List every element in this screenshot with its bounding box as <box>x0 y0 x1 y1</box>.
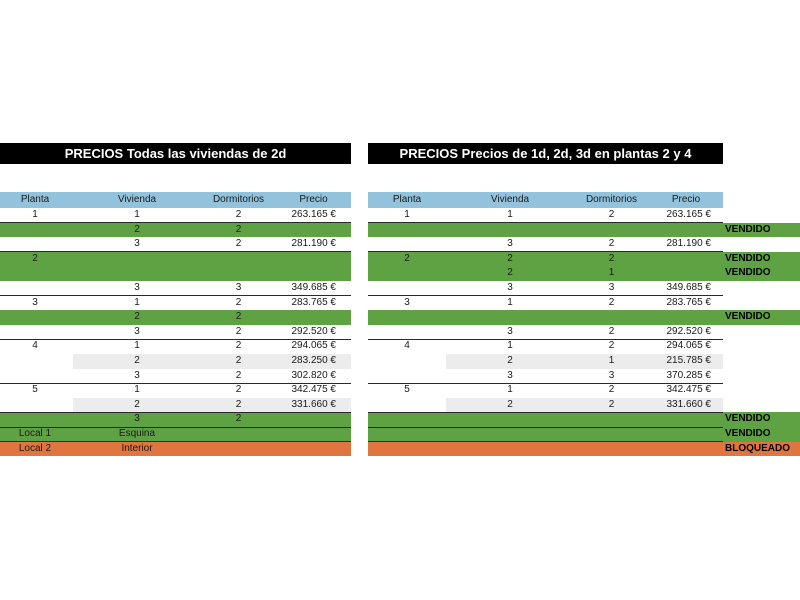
left-cell-dormitorios: 2 <box>235 325 242 337</box>
right-cell-dormitorios: 2 <box>608 340 615 352</box>
left-cell-planta: Local 2 <box>18 442 52 454</box>
status-badge: VENDIDO <box>725 428 771 439</box>
band-gap <box>351 427 368 442</box>
right-cell-planta: 1 <box>404 209 410 220</box>
right-cell-vivienda: 1 <box>507 296 513 308</box>
left-table-header <box>0 192 351 208</box>
right-cell-precio <box>649 252 711 267</box>
left-cell-dormitorios: 2 <box>235 398 242 410</box>
left-cell-planta <box>0 354 70 369</box>
right-cell-planta <box>368 412 446 427</box>
right-cell-planta <box>368 281 446 296</box>
header-precio: Precio <box>671 194 701 205</box>
left-cell-planta <box>0 412 70 427</box>
right-table-header <box>368 192 723 208</box>
left-cell-dormitorios: 2 <box>235 369 242 381</box>
row-divider <box>368 412 723 413</box>
right-cell-dormitorios <box>574 412 649 427</box>
left-cell-planta <box>0 237 70 252</box>
right-cell-precio <box>649 310 711 325</box>
left-cell-vivienda: 3 <box>134 413 140 425</box>
row-divider <box>0 441 351 442</box>
left-cell-precio <box>276 266 336 281</box>
left-cell-dormitorios: 2 <box>235 311 242 323</box>
left-cell-planta: Local 1 <box>18 428 52 439</box>
left-cell-dormitorios <box>201 252 276 267</box>
left-cell-vivienda: 1 <box>134 209 140 220</box>
right-cell-dormitorios: 1 <box>608 355 615 366</box>
left-cell-vivienda <box>73 252 201 267</box>
left-cell-vivienda: 1 <box>134 340 140 352</box>
right-cell-planta: 3 <box>404 296 410 308</box>
left-cell-vivienda: 3 <box>134 238 140 250</box>
left-cell-precio <box>276 252 336 267</box>
right-cell-planta <box>368 237 446 252</box>
left-cell-planta <box>0 223 70 238</box>
right-cell-precio <box>649 223 711 238</box>
left-cell-planta <box>0 325 70 340</box>
left-cell-precio: 294.065 € <box>291 340 336 352</box>
left-cell-precio: 283.250 € <box>291 355 336 366</box>
header-vivienda: Vivienda <box>117 194 157 205</box>
status-badge: VENDIDO <box>725 223 771 235</box>
left-cell-dormitorios: 2 <box>235 296 242 308</box>
right-cell-vivienda: 3 <box>507 369 513 381</box>
right-cell-precio <box>649 266 711 281</box>
right-cell-planta <box>368 427 446 442</box>
header-vivienda: Vivienda <box>490 194 530 205</box>
right-cell-dormitorios: 2 <box>608 252 615 264</box>
left-cell-precio <box>276 310 336 325</box>
right-cell-planta: 2 <box>404 252 410 264</box>
right-cell-planta <box>368 325 446 340</box>
right-cell-dormitorios: 3 <box>608 282 615 293</box>
left-cell-precio <box>276 427 336 442</box>
right-cell-dormitorios <box>574 427 649 442</box>
right-cell-precio <box>649 442 711 457</box>
left-cell-vivienda: 3 <box>134 369 140 381</box>
band-gap <box>351 442 368 457</box>
row-divider <box>368 441 723 442</box>
row-divider <box>368 295 723 296</box>
header-planta: Planta <box>20 194 50 205</box>
left-cell-precio: 281.190 € <box>291 238 336 250</box>
left-cell-planta <box>0 310 70 325</box>
right-cell-vivienda: 2 <box>507 252 513 264</box>
left-cell-vivienda <box>73 266 201 281</box>
left-cell-planta: 5 <box>32 384 38 396</box>
right-cell-planta <box>368 310 446 325</box>
left-cell-planta <box>0 281 70 296</box>
header-planta: Planta <box>392 194 422 205</box>
left-cell-vivienda: 1 <box>134 384 140 396</box>
right-cell-precio <box>649 427 711 442</box>
right-cell-vivienda: 3 <box>507 325 513 337</box>
row-divider <box>0 251 351 252</box>
right-cell-vivienda: 2 <box>507 267 513 279</box>
left-cell-precio: 302.820 € <box>291 369 336 381</box>
row-divider <box>368 251 723 252</box>
left-cell-vivienda: 1 <box>134 296 140 308</box>
right-cell-vivienda: 1 <box>507 384 513 396</box>
row-divider <box>368 339 723 340</box>
right-cell-dormitorios <box>574 223 649 238</box>
right-cell-vivienda: 1 <box>507 340 513 352</box>
right-cell-precio: 342.475 € <box>666 384 711 396</box>
left-cell-precio: 349.685 € <box>291 282 336 293</box>
left-cell-dormitorios: 2 <box>235 384 242 396</box>
left-cell-dormitorios <box>201 427 276 442</box>
right-cell-vivienda <box>446 223 574 238</box>
right-cell-planta <box>368 223 446 238</box>
left-cell-precio: 342.475 € <box>291 384 336 396</box>
left-cell-precio <box>276 442 336 457</box>
right-cell-precio: 215.785 € <box>666 355 711 366</box>
right-cell-planta <box>368 442 446 457</box>
left-cell-planta <box>0 266 70 281</box>
left-cell-precio: 263.165 € <box>291 209 336 220</box>
right-cell-precio <box>649 412 711 427</box>
right-cell-precio: 283.765 € <box>666 296 711 308</box>
band-gap <box>351 412 368 427</box>
right-cell-precio: 281.190 € <box>666 238 711 250</box>
right-cell-vivienda <box>446 442 574 457</box>
right-cell-precio: 292.520 € <box>666 325 711 337</box>
left-cell-precio: 283.765 € <box>291 296 336 308</box>
right-cell-vivienda: 3 <box>507 238 513 250</box>
row-divider <box>0 295 351 296</box>
left-cell-planta <box>0 369 70 384</box>
row-divider <box>0 412 351 413</box>
right-cell-dormitorios: 2 <box>608 209 615 220</box>
left-cell-precio <box>276 412 336 427</box>
band-gap <box>351 223 368 238</box>
row-divider <box>0 383 351 384</box>
left-cell-dormitorios: 2 <box>235 209 242 220</box>
header-precio: Precio <box>299 194 328 205</box>
left-cell-vivienda: 3 <box>134 282 140 293</box>
right-cell-vivienda: 3 <box>507 282 513 293</box>
right-cell-vivienda <box>446 310 574 325</box>
right-table-title: PRECIOS Precios de 1d, 2d, 3d en plantas 2 y 4 <box>368 143 723 164</box>
left-cell-vivienda: 2 <box>134 223 140 235</box>
status-badge: BLOQUEADO <box>725 442 790 454</box>
left-cell-precio: 331.660 € <box>291 398 336 410</box>
row-divider <box>368 383 723 384</box>
right-cell-precio: 331.660 € <box>666 398 711 410</box>
right-cell-vivienda: 2 <box>507 355 513 366</box>
left-cell-dormitorios: 3 <box>235 282 242 293</box>
row-divider <box>0 339 351 340</box>
right-cell-dormitorios: 2 <box>608 296 615 308</box>
right-cell-precio: 370.285 € <box>666 369 711 381</box>
status-badge: VENDIDO <box>725 267 771 279</box>
row-divider <box>0 427 351 428</box>
left-cell-planta <box>0 398 70 413</box>
right-cell-planta <box>368 369 446 384</box>
left-cell-vivienda: Interior <box>121 442 153 454</box>
row-divider <box>368 222 723 223</box>
right-cell-dormitorios: 2 <box>608 325 615 337</box>
left-cell-planta: 1 <box>32 209 38 220</box>
left-table-title: PRECIOS Todas las viviendas de 2d <box>0 143 351 164</box>
left-cell-precio <box>276 223 336 238</box>
row-divider <box>0 222 351 223</box>
left-cell-vivienda: 2 <box>134 311 140 323</box>
left-cell-dormitorios: 2 <box>235 340 242 352</box>
right-cell-planta <box>368 266 446 281</box>
status-badge: VENDIDO <box>725 311 771 323</box>
right-cell-vivienda <box>446 427 574 442</box>
left-cell-vivienda: 3 <box>134 325 140 337</box>
left-cell-dormitorios: 2 <box>235 223 242 235</box>
band-gap <box>351 310 368 325</box>
right-cell-dormitorios: 2 <box>608 384 615 396</box>
left-cell-vivienda: Esquina <box>118 428 156 439</box>
right-cell-planta: 5 <box>404 384 410 396</box>
left-cell-dormitorios <box>201 442 276 457</box>
right-cell-precio: 349.685 € <box>666 282 711 293</box>
right-cell-dormitorios: 3 <box>608 369 615 381</box>
right-cell-planta <box>368 398 446 413</box>
left-cell-dormitorios: 2 <box>235 355 242 366</box>
row-divider <box>368 427 723 428</box>
status-badge: VENDIDO <box>725 252 771 264</box>
left-cell-planta: 3 <box>32 296 38 308</box>
left-cell-vivienda: 2 <box>134 355 140 366</box>
left-cell-dormitorios: 2 <box>235 413 242 425</box>
status-badge: VENDIDO <box>725 413 771 425</box>
right-cell-dormitorios <box>574 310 649 325</box>
band-gap <box>351 252 368 267</box>
header-dormitorios: Dormitorios <box>212 194 265 205</box>
right-cell-dormitorios: 1 <box>608 267 615 279</box>
header-dormitorios: Dormitorios <box>585 194 638 205</box>
band-gap <box>351 266 368 281</box>
right-cell-precio: 294.065 € <box>666 340 711 352</box>
left-cell-dormitorios <box>201 266 276 281</box>
right-cell-vivienda: 1 <box>507 209 513 220</box>
left-cell-precio: 292.520 € <box>291 325 336 337</box>
left-cell-planta: 4 <box>32 340 38 352</box>
right-cell-precio: 263.165 € <box>666 209 711 220</box>
left-cell-dormitorios: 2 <box>235 238 242 250</box>
right-cell-vivienda: 2 <box>507 398 513 410</box>
left-cell-vivienda: 2 <box>134 398 140 410</box>
right-cell-planta <box>368 354 446 369</box>
right-cell-dormitorios: 2 <box>608 398 615 410</box>
right-cell-vivienda <box>446 412 574 427</box>
left-cell-planta: 2 <box>32 252 38 264</box>
right-cell-planta: 4 <box>404 340 410 352</box>
right-cell-dormitorios: 2 <box>608 238 615 250</box>
right-cell-dormitorios <box>574 442 649 457</box>
